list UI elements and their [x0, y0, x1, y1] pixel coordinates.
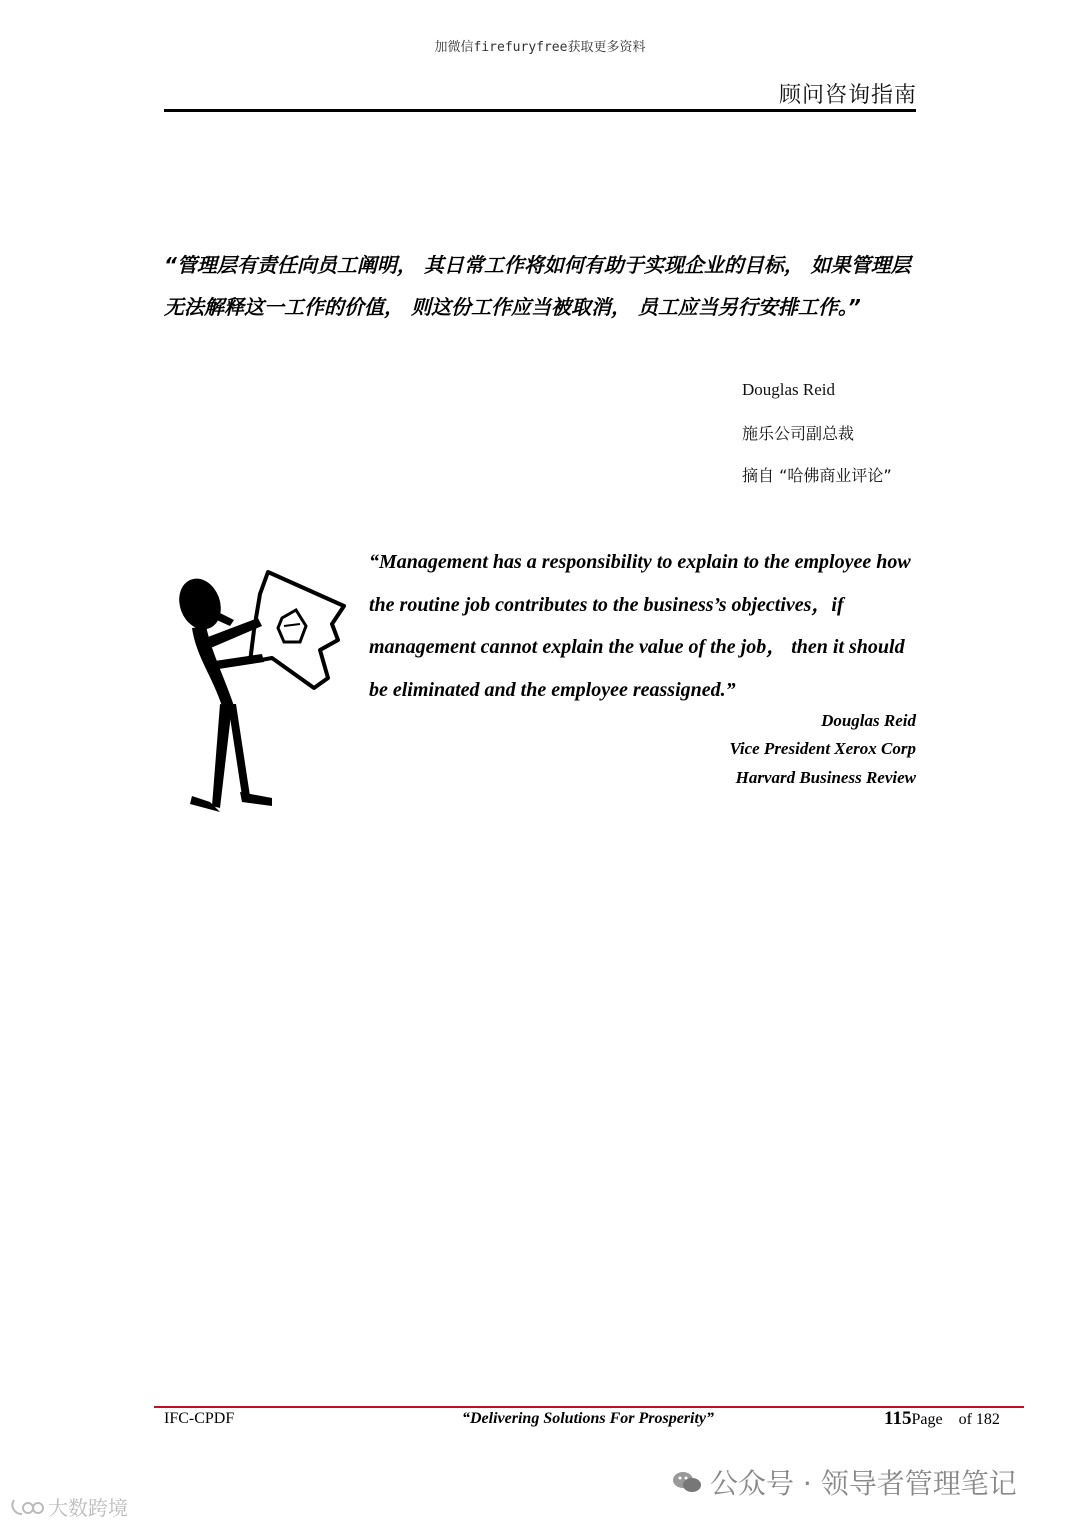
footer-page-info: [884, 1408, 1000, 1430]
footer-doc-code: IFC-CPDF: [164, 1410, 235, 1427]
footer-slogan: “Delivering Solutions For Prosperity”: [462, 1410, 715, 1427]
wechat-icon: [672, 1469, 702, 1495]
bottom-left-watermark: [10, 1492, 128, 1521]
english-quote-author-title: Vice President Xerox Corp: [729, 739, 916, 758]
chinese-quote-author-title: 施乐公司副总裁: [742, 424, 855, 443]
page-total: of 182: [958, 1411, 1000, 1428]
watermark-logo-icon: [10, 1496, 44, 1518]
bottom-right-watermark: [672, 1462, 1017, 1502]
bottom-left-watermark-text: 大数跨境: [48, 1496, 128, 1520]
header-divider: [164, 109, 916, 112]
english-quote-author: Douglas Reid: [821, 711, 916, 730]
english-quote: “Management has a responsibility to explain to the employee how the routine job contributes to the business’s objectives，if management cannot explain the value of the job， then it should be eliminated and the employee reassigned.”: [369, 551, 911, 701]
chinese-quote-source: 摘自 “哈佛商业评论”: [742, 466, 892, 485]
chinese-quote: “管理层有责任向员工阐明， 其日常工作将如何有助于实现企业的目标， 如果管理层无法解释这一工作的价值， 则这份工作应当被取消， 员工应当另行安排工作。”: [164, 253, 911, 319]
page-number: 115: [884, 1408, 912, 1429]
chinese-quote-author: Douglas Reid: [742, 380, 836, 399]
stick-figure-illustration: [172, 566, 362, 826]
bottom-right-watermark-text: 公众号 · 领导者管理笔记: [710, 1467, 1017, 1500]
header-title: 顾问咨询指南: [778, 83, 917, 108]
page-label: Page: [911, 1411, 943, 1428]
english-quote-source: Harvard Business Review: [735, 768, 916, 787]
top-watermark: 加微信firefuryfree获取更多资料: [434, 40, 646, 55]
